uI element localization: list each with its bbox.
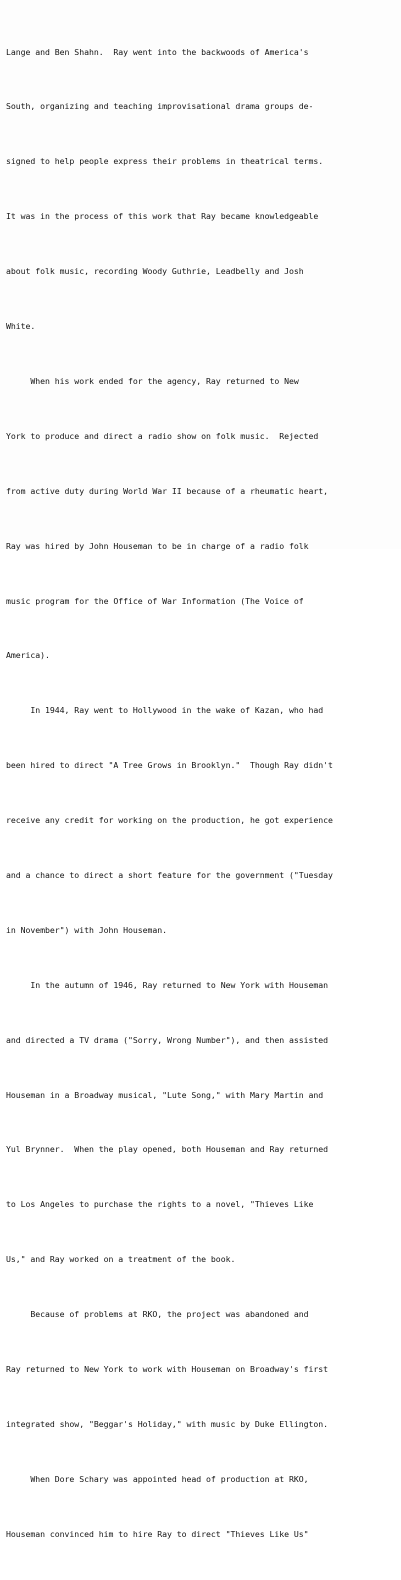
text-line: in November") with John Houseman.	[6, 924, 168, 935]
text-line: White.	[6, 321, 36, 332]
text-line: been hired to direct "A Tree Grows in Brooklyn." Though Ray didn't	[6, 760, 333, 771]
text-line: America).	[6, 650, 50, 661]
text-line: Houseman in a Broadway musical, "Lute Song," with Mary Martin and	[6, 1089, 324, 1100]
text-line: Lange and Ben Shahn. Ray went into the backwoods of America's	[6, 46, 309, 57]
text-line: South, organizing and teaching improvisational drama groups de-	[6, 101, 314, 112]
text-line: When Dore Schary was appointed head of production at RKO,	[6, 1473, 309, 1484]
text-line: Yul Brynner. When the play opened, both Houseman and Ray returned	[6, 1144, 329, 1155]
text-line: In 1944, Ray went to Hollywood in the wake of Kazan, who had	[6, 705, 324, 716]
text-line: Ray returned to New York to work with Houseman on Broadway's first	[6, 1363, 329, 1374]
text-line: receive any credit for working on the production, he got experience	[6, 815, 333, 826]
text-line: Because of problems at RKO, the project was abandoned and	[6, 1309, 309, 1320]
text-line: and a chance to direct a short feature for the government ("Tuesday	[6, 869, 333, 880]
text-line: about folk music, recording Woody Guthrie, Leadbelly and Josh	[6, 266, 304, 277]
typescript-body	[6, 6, 398, 1580]
text-line: Houseman convinced him to hire Ray to direct "Thieves Like Us"	[6, 1528, 309, 1539]
text-line: Us," and Ray worked on a treatment of the book.	[6, 1254, 236, 1265]
text-line: In the autumn of 1946, Ray returned to New York with Houseman	[6, 979, 329, 990]
text-line: and directed a TV drama ("Sorry, Wrong Number"), and then assisted	[6, 1034, 329, 1045]
text-line: integrated show, "Beggar's Holiday," with music by Duke Ellington.	[6, 1418, 329, 1429]
text-line: York to produce and direct a radio show on folk music. Rejected	[6, 430, 319, 441]
text-line: to Los Angeles to purchase the rights to a novel, "Thieves Like	[6, 1199, 314, 1210]
text-line: When his work ended for the agency, Ray returned to New	[6, 375, 299, 386]
text-line: It was in the process of this work that Ray became knowledgeable	[6, 211, 319, 222]
text-line: from active duty during World War II because of a rheumatic heart,	[6, 485, 329, 496]
text-line: music program for the Office of War Information (The Voice of	[6, 595, 304, 606]
text-line: Ray was hired by John Houseman to be in charge of a radio folk	[6, 540, 309, 551]
text-line: signed to help people express their problems in theatrical terms.	[6, 156, 324, 167]
